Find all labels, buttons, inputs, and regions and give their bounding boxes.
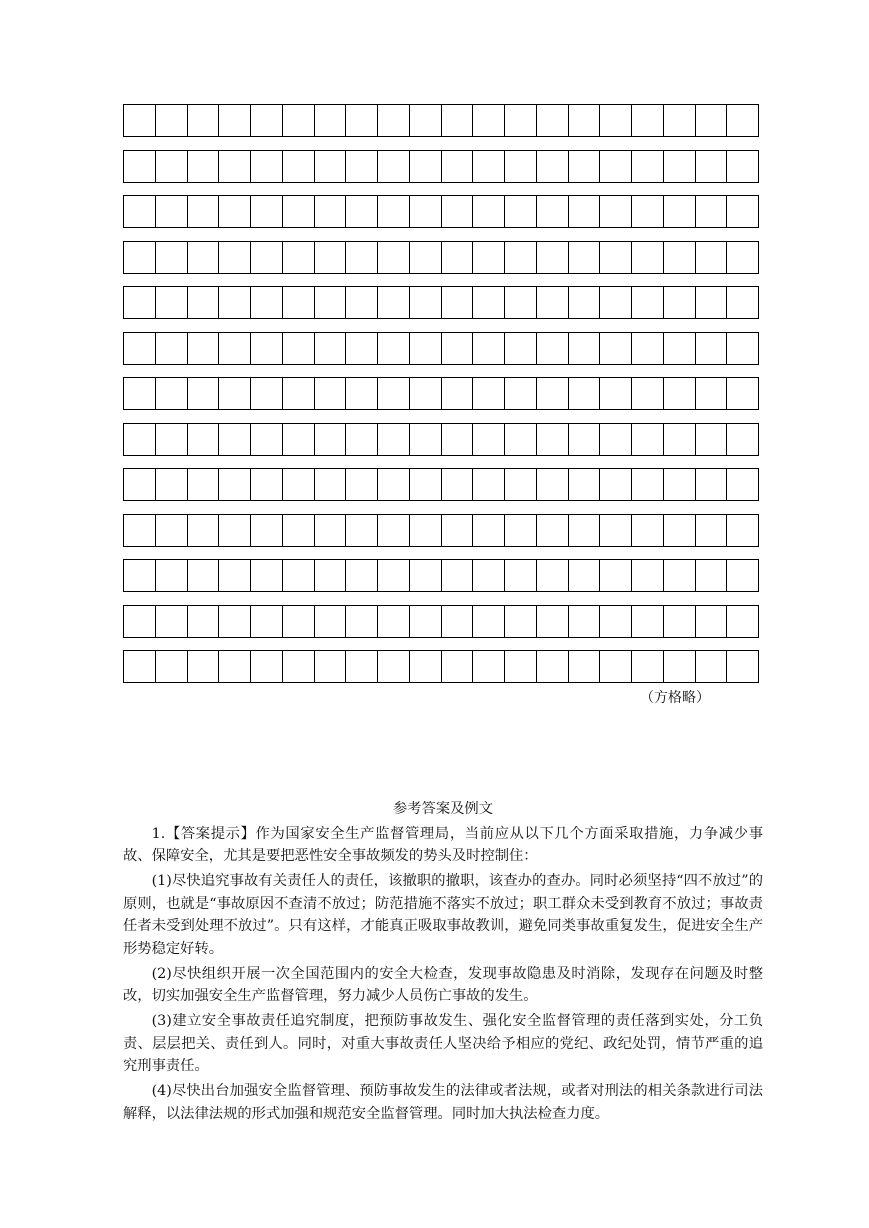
grid-cell xyxy=(600,559,632,592)
writing-grid xyxy=(123,104,759,696)
grid-cell xyxy=(410,332,442,365)
grid-cell xyxy=(505,650,537,683)
grid-cell xyxy=(473,650,505,683)
grid-row xyxy=(123,332,759,365)
grid-cell xyxy=(378,286,410,319)
grid-cell xyxy=(632,286,664,319)
grid-cell xyxy=(664,423,696,456)
grid-cell xyxy=(727,650,759,683)
grid-cell xyxy=(600,514,632,547)
grid-cell xyxy=(315,241,347,274)
grid-cell xyxy=(632,468,664,501)
grid-cell xyxy=(569,605,601,638)
grid-cell xyxy=(537,559,569,592)
grid-cell xyxy=(283,150,315,183)
grid-cell xyxy=(505,377,537,410)
grid-cell xyxy=(727,559,759,592)
grid-cell xyxy=(442,195,474,228)
grid-cell xyxy=(315,150,347,183)
grid-cell xyxy=(156,514,188,547)
grid-cell xyxy=(283,195,315,228)
grid-cell xyxy=(346,286,378,319)
grid-cell xyxy=(569,559,601,592)
grid-cell xyxy=(346,605,378,638)
grid-cell xyxy=(283,332,315,365)
grid-cell xyxy=(442,104,474,137)
grid-cell xyxy=(473,559,505,592)
grid-cell xyxy=(315,468,347,501)
grid-cell xyxy=(727,104,759,137)
grid-cell xyxy=(188,468,220,501)
grid-cell xyxy=(600,377,632,410)
grid-cell xyxy=(600,150,632,183)
grid-cell xyxy=(410,150,442,183)
grid-cell xyxy=(727,241,759,274)
grid-cell xyxy=(632,423,664,456)
grid-cell xyxy=(727,423,759,456)
grid-cell xyxy=(473,514,505,547)
grid-cell xyxy=(569,468,601,501)
grid-cell xyxy=(124,650,156,683)
grid-cell xyxy=(442,332,474,365)
grid-cell xyxy=(632,241,664,274)
grid-cell xyxy=(283,559,315,592)
grid-cell xyxy=(537,286,569,319)
grid-cell xyxy=(600,468,632,501)
grid-cell xyxy=(346,332,378,365)
grid-cell xyxy=(124,104,156,137)
grid-cell xyxy=(696,605,728,638)
answers-title: 参考答案及例文 xyxy=(392,801,494,817)
grid-cell xyxy=(473,377,505,410)
grid-cell xyxy=(346,514,378,547)
grid-cell xyxy=(632,377,664,410)
grid-cell xyxy=(632,104,664,137)
grid-cell xyxy=(219,241,251,274)
grid-cell xyxy=(505,332,537,365)
answer-paragraph: (1)尽快追究事故有关责任人的责任，该撤职的撤职，该查办的查办。同时必须坚持“四不放过”的原则，也就是“事故原因不查清不放过；防范措施不落实不放过；职工群众未受到教育不放过；事故责任者未受到处理不放过”。只有这样，才能真正吸取事故教训，避免同类事故重复发生，促进安全生产形势稳定好转。 xyxy=(123,873,763,957)
grid-cell xyxy=(442,559,474,592)
grid-cell xyxy=(410,104,442,137)
grid-cell xyxy=(219,377,251,410)
grid-cell xyxy=(156,650,188,683)
grid-cell xyxy=(410,423,442,456)
grid-cell xyxy=(315,514,347,547)
grid-cell xyxy=(378,468,410,501)
grid-cell xyxy=(251,423,283,456)
grid-cell xyxy=(473,605,505,638)
grid-cell xyxy=(473,195,505,228)
grid-cell xyxy=(378,423,410,456)
grid-cell xyxy=(410,468,442,501)
grid-cell xyxy=(378,377,410,410)
grid-cell xyxy=(410,514,442,547)
grid-cell xyxy=(283,650,315,683)
grid-cell xyxy=(315,332,347,365)
grid-cell xyxy=(346,423,378,456)
grid-cell xyxy=(283,514,315,547)
grid-cell xyxy=(632,195,664,228)
grid-cell xyxy=(124,559,156,592)
grid-cell xyxy=(664,195,696,228)
grid-cell xyxy=(505,241,537,274)
grid-cell xyxy=(505,468,537,501)
grid-cell xyxy=(696,468,728,501)
grid-cell xyxy=(600,241,632,274)
grid-cell xyxy=(569,241,601,274)
grid-cell xyxy=(473,332,505,365)
grid-cell xyxy=(473,468,505,501)
grid-cell xyxy=(664,286,696,319)
grid-cell xyxy=(537,241,569,274)
grid-cell xyxy=(505,286,537,319)
grid-cell xyxy=(188,559,220,592)
grid-cell xyxy=(156,377,188,410)
grid-cell xyxy=(346,377,378,410)
grid-cell xyxy=(473,241,505,274)
grid-cell xyxy=(664,559,696,592)
grid-cell xyxy=(315,559,347,592)
grid-cell xyxy=(473,104,505,137)
grid-cell xyxy=(124,377,156,410)
grid-cell xyxy=(251,332,283,365)
grid-cell xyxy=(124,605,156,638)
grid-cell xyxy=(473,286,505,319)
grid-cell xyxy=(664,377,696,410)
grid-cell xyxy=(156,150,188,183)
grid-cell xyxy=(600,650,632,683)
grid-cell xyxy=(251,650,283,683)
grid-cell xyxy=(378,559,410,592)
grid-cell xyxy=(537,195,569,228)
grid-cell xyxy=(664,104,696,137)
answer-paragraph: (3)建立安全事故责任追究制度，把预防事故发生、强化安全监督管理的责任落到实处，分工负责、层层把关、责任到人。同时，对重大事故责任人坚决给予相应的党纪、政纪处罚，情节严重的追究刑事责任。 xyxy=(123,1013,763,1074)
grid-row xyxy=(123,377,759,410)
grid-cell xyxy=(156,286,188,319)
grid-cell xyxy=(696,377,728,410)
grid-cell xyxy=(124,286,156,319)
grid-cell xyxy=(378,104,410,137)
grid-cell xyxy=(188,650,220,683)
grid-cell xyxy=(283,605,315,638)
grid-cell xyxy=(537,514,569,547)
grid-cell xyxy=(442,150,474,183)
grid-cell xyxy=(664,332,696,365)
grid-cell xyxy=(283,377,315,410)
grid-cell xyxy=(188,150,220,183)
grid-cell xyxy=(251,195,283,228)
grid-cell xyxy=(442,468,474,501)
grid-note: （方格略） xyxy=(640,690,710,706)
grid-cell xyxy=(442,650,474,683)
grid-cell xyxy=(219,423,251,456)
grid-cell xyxy=(315,195,347,228)
grid-row xyxy=(123,104,759,137)
grid-cell xyxy=(505,514,537,547)
grid-row xyxy=(123,150,759,183)
grid-cell xyxy=(124,195,156,228)
grid-cell xyxy=(156,332,188,365)
grid-cell xyxy=(727,286,759,319)
grid-cell xyxy=(346,468,378,501)
grid-cell xyxy=(537,150,569,183)
grid-cell xyxy=(505,104,537,137)
grid-cell xyxy=(156,423,188,456)
grid-cell xyxy=(537,377,569,410)
grid-cell xyxy=(664,468,696,501)
grid-cell xyxy=(505,423,537,456)
grid-cell xyxy=(219,332,251,365)
grid-cell xyxy=(378,150,410,183)
grid-cell xyxy=(727,605,759,638)
grid-cell xyxy=(569,377,601,410)
grid-cell xyxy=(696,195,728,228)
grid-cell xyxy=(600,332,632,365)
grid-cell xyxy=(569,104,601,137)
grid-cell xyxy=(188,195,220,228)
grid-cell xyxy=(696,104,728,137)
grid-cell xyxy=(537,468,569,501)
grid-cell xyxy=(505,605,537,638)
grid-cell xyxy=(219,514,251,547)
grid-cell xyxy=(696,650,728,683)
grid-cell xyxy=(410,605,442,638)
answers-section xyxy=(123,798,763,1128)
grid-cell xyxy=(410,559,442,592)
grid-cell xyxy=(188,377,220,410)
grid-cell xyxy=(696,423,728,456)
answer-paragraph: (4)尽快出台加强安全监督管理、预防事故发生的法律或者法规，或者对刑法的相关条款进行司法解释，以法律法规的形式加强和规范安全监督管理。同时加大执法检查力度。 xyxy=(123,1083,763,1122)
grid-row xyxy=(123,241,759,274)
grid-cell xyxy=(315,286,347,319)
grid-cell xyxy=(696,286,728,319)
grid-cell xyxy=(632,605,664,638)
grid-cell xyxy=(410,650,442,683)
grid-cell xyxy=(727,195,759,228)
grid-cell xyxy=(442,377,474,410)
grid-cell xyxy=(188,332,220,365)
grid-cell xyxy=(124,150,156,183)
grid-cell xyxy=(727,150,759,183)
grid-cell xyxy=(188,514,220,547)
grid-cell xyxy=(664,241,696,274)
grid-cell xyxy=(600,286,632,319)
grid-cell xyxy=(569,150,601,183)
grid-cell xyxy=(378,241,410,274)
grid-cell xyxy=(600,605,632,638)
grid-cell xyxy=(283,104,315,137)
grid-cell xyxy=(632,559,664,592)
grid-cell xyxy=(537,104,569,137)
grid-cell xyxy=(632,150,664,183)
grid-cell xyxy=(569,423,601,456)
grid-cell xyxy=(696,150,728,183)
grid-cell xyxy=(410,195,442,228)
grid-cell xyxy=(346,104,378,137)
grid-cell xyxy=(600,104,632,137)
grid-cell xyxy=(664,150,696,183)
grid-cell xyxy=(505,195,537,228)
grid-cell xyxy=(378,650,410,683)
grid-cell xyxy=(505,150,537,183)
grid-cell xyxy=(442,605,474,638)
answer-paragraph: (2)尽快组织开展一次全国范围内的安全大检查，发现事故隐患及时消除，发现存在问题及时整改，切实加强安全生产监督管理，努力减少人员伤亡事故的发生。 xyxy=(123,965,763,1004)
grid-cell xyxy=(569,650,601,683)
grid-cell xyxy=(251,150,283,183)
grid-cell xyxy=(473,150,505,183)
grid-cell xyxy=(156,468,188,501)
grid-cell xyxy=(124,241,156,274)
grid-cell xyxy=(251,104,283,137)
grid-row xyxy=(123,195,759,228)
grid-cell xyxy=(569,514,601,547)
grid-cell xyxy=(727,377,759,410)
grid-cell xyxy=(219,150,251,183)
grid-cell xyxy=(569,286,601,319)
grid-cell xyxy=(378,514,410,547)
grid-cell xyxy=(537,332,569,365)
grid-row xyxy=(123,286,759,319)
grid-cell xyxy=(219,468,251,501)
grid-cell xyxy=(156,559,188,592)
grid-cell xyxy=(251,468,283,501)
grid-cell xyxy=(219,286,251,319)
grid-cell xyxy=(632,514,664,547)
grid-cell xyxy=(696,514,728,547)
grid-cell xyxy=(156,195,188,228)
grid-cell xyxy=(188,423,220,456)
grid-cell xyxy=(410,286,442,319)
grid-cell xyxy=(473,423,505,456)
grid-cell xyxy=(442,286,474,319)
grid-cell xyxy=(251,514,283,547)
grid-cell xyxy=(219,650,251,683)
grid-cell xyxy=(410,241,442,274)
grid-cell xyxy=(346,195,378,228)
grid-cell xyxy=(727,332,759,365)
grid-cell xyxy=(283,286,315,319)
grid-cell xyxy=(124,423,156,456)
grid-cell xyxy=(219,559,251,592)
grid-row xyxy=(123,650,759,683)
grid-cell xyxy=(188,286,220,319)
grid-cell xyxy=(315,650,347,683)
grid-cell xyxy=(442,241,474,274)
grid-cell xyxy=(124,514,156,547)
grid-cell xyxy=(537,650,569,683)
grid-cell xyxy=(315,605,347,638)
grid-cell xyxy=(283,468,315,501)
grid-cell xyxy=(378,605,410,638)
grid-cell xyxy=(664,650,696,683)
grid-cell xyxy=(664,514,696,547)
grid-cell xyxy=(156,104,188,137)
grid-cell xyxy=(251,605,283,638)
grid-cell xyxy=(219,605,251,638)
grid-cell xyxy=(537,605,569,638)
grid-cell xyxy=(124,332,156,365)
grid-cell xyxy=(251,559,283,592)
grid-cell xyxy=(315,104,347,137)
grid-cell xyxy=(600,195,632,228)
grid-cell xyxy=(537,423,569,456)
grid-cell xyxy=(251,286,283,319)
grid-cell xyxy=(346,241,378,274)
grid-cell xyxy=(569,195,601,228)
grid-cell xyxy=(378,195,410,228)
grid-row xyxy=(123,514,759,547)
grid-cell xyxy=(156,605,188,638)
grid-cell xyxy=(600,423,632,456)
grid-cell xyxy=(346,559,378,592)
grid-cell xyxy=(219,195,251,228)
grid-cell xyxy=(505,559,537,592)
grid-cell xyxy=(315,377,347,410)
grid-row xyxy=(123,605,759,638)
grid-cell xyxy=(156,241,188,274)
grid-cell xyxy=(442,514,474,547)
grid-cell xyxy=(696,332,728,365)
grid-cell xyxy=(569,332,601,365)
grid-cell xyxy=(696,559,728,592)
answer-paragraph: 1.【答案提示】作为国家安全生产监督管理局，当前应从以下几个方面采取措施，力争减少事故、保障安全，尤其是要把恶性安全事故频发的势头及时控制住： xyxy=(123,825,763,864)
grid-row xyxy=(123,468,759,501)
grid-cell xyxy=(124,468,156,501)
grid-cell xyxy=(283,423,315,456)
grid-cell xyxy=(219,104,251,137)
grid-cell xyxy=(251,377,283,410)
grid-cell xyxy=(315,423,347,456)
grid-cell xyxy=(188,241,220,274)
grid-cell xyxy=(632,332,664,365)
grid-cell xyxy=(664,605,696,638)
grid-cell xyxy=(283,241,315,274)
grid-cell xyxy=(410,377,442,410)
grid-row xyxy=(123,423,759,456)
grid-cell xyxy=(696,241,728,274)
grid-cell xyxy=(632,650,664,683)
grid-cell xyxy=(378,332,410,365)
grid-cell xyxy=(251,241,283,274)
grid-cell xyxy=(188,605,220,638)
grid-cell xyxy=(442,423,474,456)
grid-cell xyxy=(346,150,378,183)
grid-cell xyxy=(727,514,759,547)
grid-row xyxy=(123,559,759,592)
grid-cell xyxy=(727,468,759,501)
grid-cell xyxy=(346,650,378,683)
grid-cell xyxy=(188,104,220,137)
